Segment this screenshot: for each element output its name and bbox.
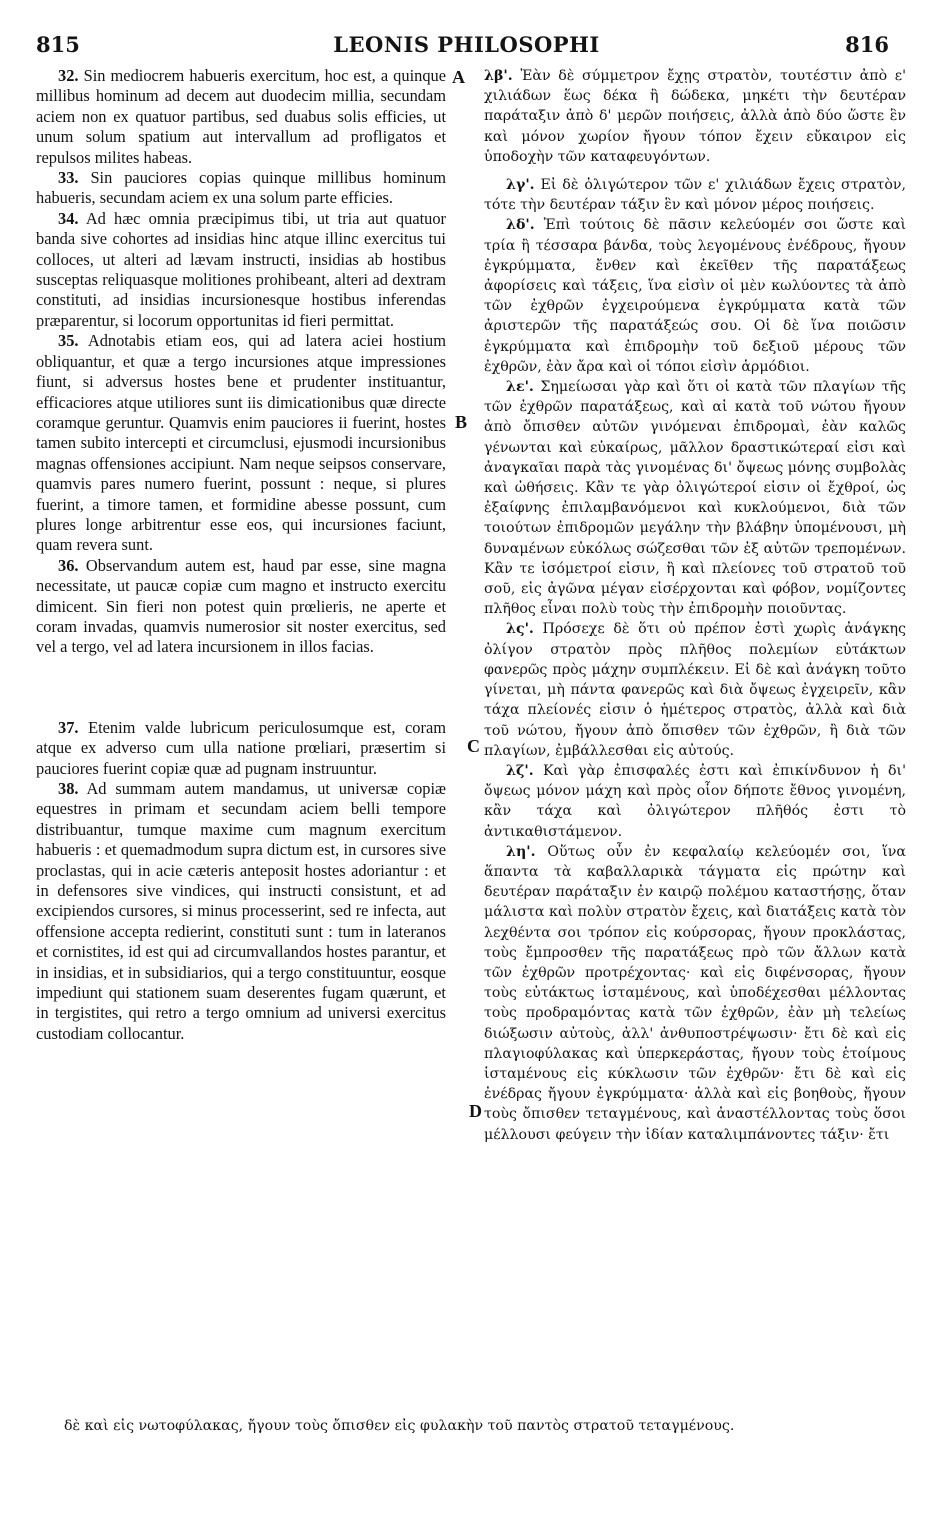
latin-paragraph-35: 35. Adnotabis etiam eos, qui ad latera aciei hostium obliquantur, et quæ a tergo incursiones atque impressiones fiunt, si adversus hostes bene et prudenter instituantur, efficaciores atque utiliores sunt iis dimicationibus quæ directe coramque geruntur. Quamvis enim pauciores ii fuerint, hostes tamen subito intercepti et circumclusi, ejusmodi incursionibus magnas offensiones accipiunt. Nam neque seipsos conservare, quamvis pares numero fuerint, possunt : neque, si plures fuerint, a timore tamen, et formidine abesse possunt, cum plures longe arbitrentur esse eos, qui incursiones faciunt, quam revera sunt. xyxy=(36,331,446,555)
latin-paragraph-32: 32. Sin mediocrem habueris exercitum, hoc est, a quinque millibus hominum ad decem aut duodecim millia, secundam aciem non ex quatuor partibus, sed duabus solis efficies, ut unum solum spatium aut intervallum ad profligatos et repulsos milites habeas. xyxy=(36,66,446,167)
latin-column xyxy=(36,66,446,1044)
latin-paragraph-37: 37. Etenim valde lubricum periculosumque est, coram atque ex adverso cum ulla natione prœliari, præsertim si pauciores fuerint copiæ quæ ad pugnam instruuntur. xyxy=(36,717,446,778)
column-gap xyxy=(484,167,906,175)
greek-paragraph-32: λβ'. Ἐὰν δὲ σύμμετρον ἔχῃς στρατὸν, τουτέστιν ἀπὸ ε' χιλιάδων ἕως δέκα ἢ δώδεκα, μηκέτι τὴν δευτέραν παράταξιν ἀπὸ δ' μερῶν ποιήσεις, ἀλλὰ ἀπὸ δύο ὥστε ἓν καὶ μόνον χωρίον ἤγουν τόπον ἔχειν εὔκαιρον εἰς ὑποδοχὴν τῶν καταφευγόντων. xyxy=(484,68,906,165)
right-page-number: 816 xyxy=(845,32,889,57)
margin-marker-c: C xyxy=(467,736,480,756)
greek-column xyxy=(484,66,906,1145)
greek-continuation-line: δὲ καὶ εἰς νωτοφύλακας, ἤγουν τοὺς ὄπισθεν εἰς φυλακὴν τοῦ παντὸς στρατοῦ τεταγμένους. xyxy=(64,1418,735,1434)
greek-paragraph-35: λε'. Σημείωσαι γὰρ καὶ ὅτι οἱ κατὰ τῶν πλαγίων τῆς τῶν ἐχθρῶν παρατάξεως, καὶ αἱ κατὰ τοῦ νώτου ἤγουν ἀπὸ ὄπισθεν αὐτῶν γινόμεναι ἐπιδρομαὶ, ἐὰν καλῶς γένωνται καὶ εὐκαίρως, μᾶλλον δραστικώτεραί εἰσι καὶ ἀναγκαῖαι παρὰ τὰς γινομένας δι' ὄψεως μόνης συμβολὰς καὶ ὠθήσεις. Κἂν τε γὰρ ὀλιγώτεροί εἰσιν οἱ ἔχθροί, ὡς ἐξαίφνης ἐπιλαμβανόμενοι καὶ κυκλούμενοι, διὰ τῶν τοιούτων ἐπιδρομῶν μεγάλην τὴν βλάβην ὑπομένουσι, μὴ δυναμένων εὐκόλως σώζεσθαι τῶν ἐξ αὐτῶν τρεπομένων. Κἂν τε ἰσόμετροί εἰσιν, ἢ καὶ πλείονες τοῦ στρατοῦ τοῦ σοῦ, εἰς ἀγῶνα μέγαν εἰσέρχονται καὶ φόβον, νομίζοντες πλῆθος εἶναι πολὺ τοὺς τὴν ἐπιδρομὴν ποιοῦντας. xyxy=(484,379,906,618)
greek-paragraph-34: λδ'. Ἐπὶ τούτοις δὲ πᾶσιν κελεύομέν σοι ὥστε καὶ τρία ἢ τέσσαρα βάνδα, τοὺς λεγομένους ἐνέδρους, ἤγουν ἐγκρύμματα, ἔνθεν καὶ ἐκεῖθεν τῆς παρατάξεως ἀφορίσεις καὶ τάξεις, ἵνα εἰσὶν οἱ μὲν κωλύοντες τὰ ἀπὸ τῶν ἐχθρῶν ἐγχειρούμενα ἐγκρύμματα κατὰ τῶν ἀριστερῶν τῆς παρατάξεώς σου. Οἱ δὲ ἵνα ποιῶσιν ἐγκρύμματα καὶ ἐπιδρομὴν τοῦ δεξιοῦ μέρους τῶν ἐχθρῶν, ἐὰν ἄρα καὶ οἱ τόποι εἰσὶν ἁρμόδιοι. xyxy=(484,217,907,375)
column-gap xyxy=(36,678,446,698)
running-title: LEONIS PHILOSOPHI xyxy=(333,32,600,57)
column-gap xyxy=(36,698,446,718)
latin-paragraph-34: 34. Ad hæc omnia præcipimus tibi, ut tria aut quatuor banda sive cohortes ad insidias hinc atque illinc exercitus tui colloces, ut alteri ad lævam instructi, insidias ab hostibus susceptas reliquasque molitiones prohibeant, alteri ad dextram constituti, ad insidias incursionesque hostibus inferendas præparentur, si locorum opportunitas id fieri permittat. xyxy=(36,208,446,330)
column-gap xyxy=(36,658,446,678)
latin-paragraph-36: 36. Observandum autem est, haud par esse, sine magna necessitate, ut paucæ copiæ cum magno et instructo exercitu dimicent. Sin fieri non potest quin prœlieris, ne aperte et coram invadas, quamvis numerosior sit noster exercitus, sed vel a tergo, vel ad latera incursionem in illos facias. xyxy=(36,555,446,657)
margin-marker-d: D xyxy=(469,1101,482,1121)
margin-marker-a: A xyxy=(452,67,465,87)
margin-marker-b: B xyxy=(455,412,468,432)
greek-paragraph-36: λς'. Πρόσεχε δὲ ὅτι οὐ πρέπον ἐστὶ χωρὶς ἀνάγκης ὀλίγον στρατὸν πρὸς πλῆθος πολεμίων εὐτάκτων φανερῶς πρὸς μάχην συμπλέκειν. Εἰ δὲ καὶ ἀνάγκη τοῦτο γίνεται, μὴ πάντα φανερῶς καὶ διὰ ὄψεως ἐγχειρεῖν, κἂν τάχα πλείονές εἰσιν ὁ ἡμέτερος στρατὸς, ἀλλὰ καὶ διὰ τοῦ νώτου, ἤγουν ἀπὸ ὄπισθεν τῶν ἐχθρῶν, ἢ διὰ τῶν πλαγίων, ἐμβάλλεσθαι εἰς αὐτούς. xyxy=(484,621,907,759)
running-header xyxy=(0,32,933,66)
greek-paragraph-38: λη'. Οὕτως οὖν ἐν κεφαλαίῳ κελεύομέν σοι, ἵνα ἅπαντα τὰ καβαλλαρικὰ τάγματα εἰς πρώτην καὶ δευτέραν παράταξιν ἐν καιρῷ πολέμου καταστήσῃς, ὅταν μάλιστα καὶ πολὺν στρατὸν ἔχεις, καὶ διατάξεις κατὰ τὸν λεχθέντα σοι τρόπον εἰς κούρσορας, ἤγουν προκλάστας, τοὺς ἔμπροσθεν τῆς παρατάξεως πρὸ τῶν ἄλλων κατὰ τῶν ἐχθρῶν προτρέχοντας· καὶ εἰς διφένσορας, ἤγουν τοὺς εὐτάκτως ἱσταμένους, καὶ ὑποδέχεσθαι μέλλοντας τοὺς προδραμόντας κατὰ τῶν ἐχθρῶν, ἐὰν μὴ τελείως διώξωσιν αὐτοὺς, ἀλλ' ἀνθυποστρέψωσιν· ἔτι δὲ καὶ εἰς πλαγιοφύλακας καὶ ὑπερκεράστας, ἤγουν τοὺς ἑτοίμους ἱσταμένους εἰς κύκλωσιν τῶν ἐχθρῶν· ἔτι δὲ καὶ εἰς ἐνέδρας ἤγουν ἐγκρύμματα· ἀλλὰ καὶ εἰς βοηθοὺς, ἤγουν τοὺς ὄπισθεν τεταγμένους, καὶ ἀναστέλλοντας τοὺς ὅσοι μέλλουσι φεύγειν τὴν ἰδίαν καταλιμπάνοντες τάξιν· ἔτι xyxy=(484,843,906,1143)
greek-paragraph-33: λγ'. Εἰ δὲ ὀλιγώτερον τῶν ε' χιλιάδων ἔχεις στρατὸν, τότε τὴν δευτέραν τάξιν ἓν καὶ μόνον μέρος ποιήσεις. xyxy=(484,177,906,214)
latin-paragraph-33: 33. Sin pauciores copias quinque millibus hominum habueris, secundam aciem ex una solum parte efficies. xyxy=(36,168,446,208)
greek-paragraph-37: λζ'. Καὶ γὰρ ἐπισφαλές ἐστι καὶ ἐπικίνδυνον ἡ δι' ὄψεως μόνον μάχη καὶ πρὸς οἷον δήποτε ἔθνος γινομένη, κἂν τάχα καὶ ὀλιγώτερον πλῆθός ἐστι τὸ ἀντικαθιστάμενον. xyxy=(484,762,906,840)
latin-paragraph-38: 38. Ad summam autem mandamus, ut universæ copiæ equestres in primam et secundam aciem belli tempore distribuantur, tumque maxime cum magnum exercitum habueris : et quemadmodum supra dictum est, in cursores sive proclastas, qui in acie cæteris anteposit hostes adoriantur : et in defensores sive vindices, qui instructi consistunt, et ad excipiendos cursores, si minus processerint, sed re infecta, aut offensione accepta redierint, constituti sunt : tum in lateranos et cornistites, id est qui ad circumvallandos hostes parantur, et in insidias, et in subsidiarios, qui a tergo constituuntur, eosque impediunt qui stationem suam deserentes fugam quærunt, et in tergistites, qui retro a tergo omnium ad universi exercitus custodiam collocantur. xyxy=(36,779,446,1043)
left-page-number: 815 xyxy=(36,32,80,57)
